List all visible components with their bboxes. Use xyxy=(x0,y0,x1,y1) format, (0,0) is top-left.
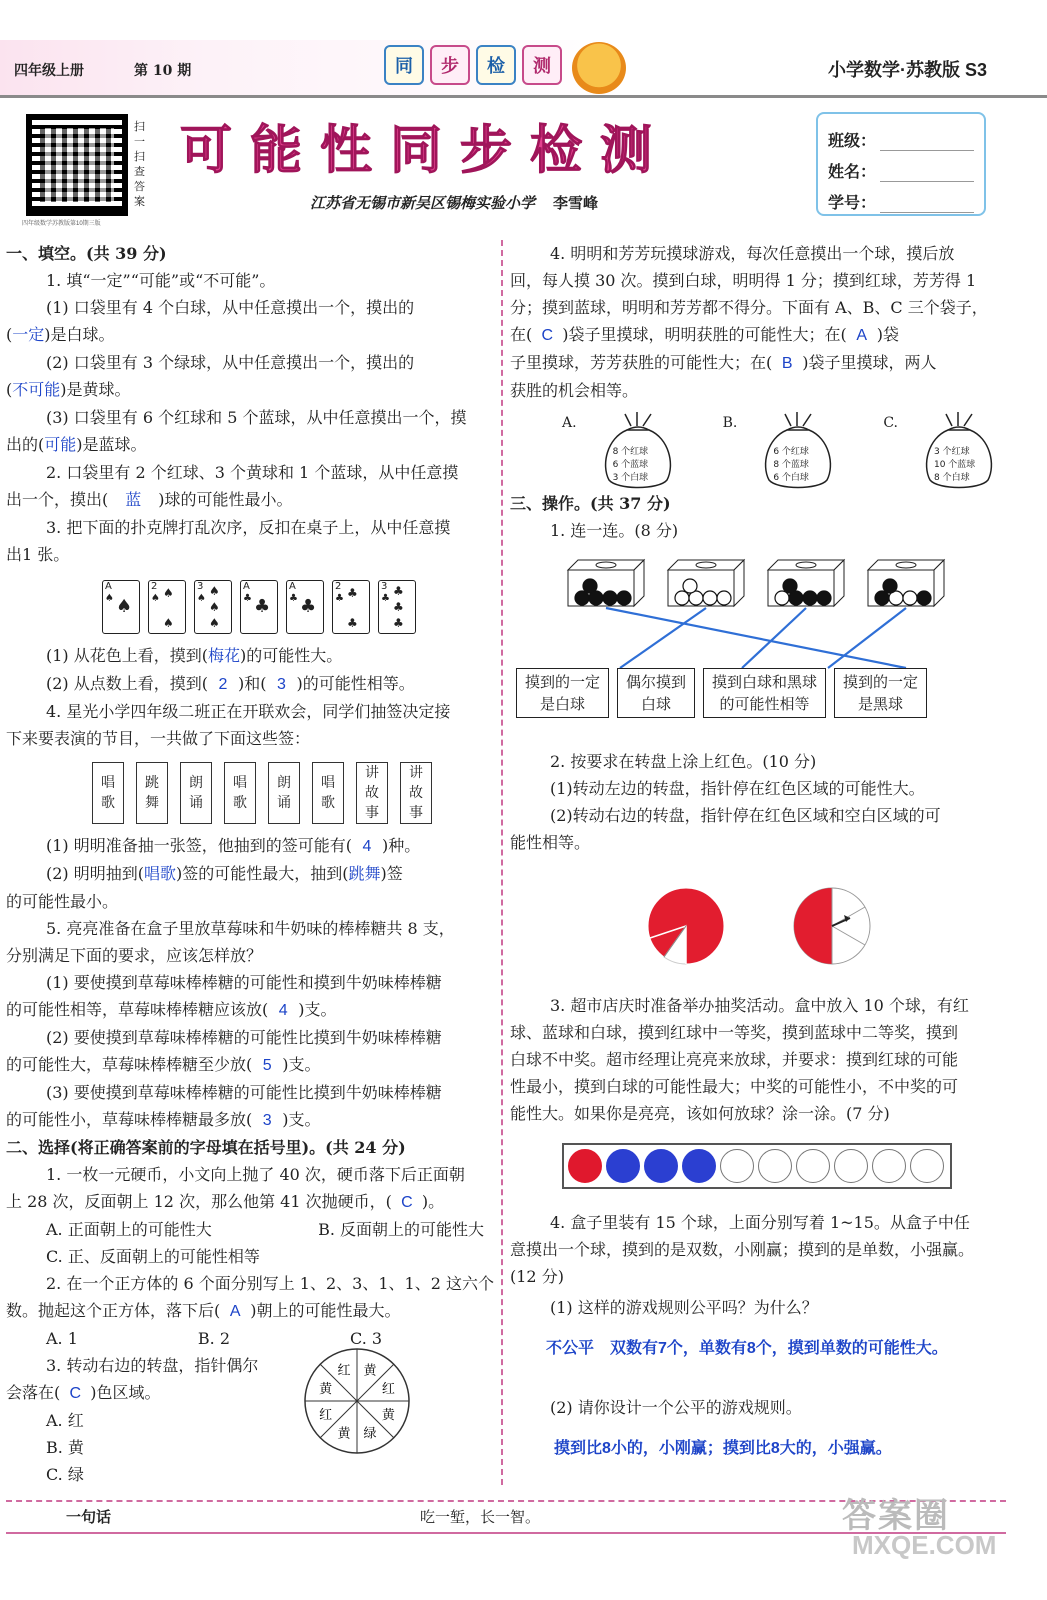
bag-contents: 6 个红球 8 个蓝球 6 个白球 xyxy=(773,447,809,483)
lottery-slip: 讲 故 事 xyxy=(400,762,432,824)
question: 下来要表演的节目，一共做了下面这些签： xyxy=(6,729,311,748)
question-line: 子里摸球，芳芳获胜的可能性大；在( B )袋子里摸球，两人 xyxy=(510,349,998,377)
choice-row xyxy=(6,1216,494,1243)
question: 能性相等。 xyxy=(510,833,591,852)
section-heading: 三、操作。(共 37 分) xyxy=(510,494,671,513)
white-ball xyxy=(717,591,731,605)
spinner-pair xyxy=(510,862,998,992)
left-column xyxy=(6,240,494,1488)
card-suit-pip: ♠ xyxy=(163,586,174,600)
ball-box xyxy=(568,560,644,606)
question: 能性大。如果你是亮亮，该如何放球？涂一涂。(7 分) xyxy=(510,1104,890,1123)
card-suit-pip: ♣ xyxy=(300,596,317,617)
question: 分；摸到蓝球，明明和芳芳都不得分。下面有 A、B、C 三个袋子， xyxy=(510,298,988,317)
black-ball xyxy=(603,591,617,605)
wheel-sector-label: 绿 xyxy=(363,1426,377,1442)
qr-caption: 四年级数学苏教版第10期三版 xyxy=(22,221,101,227)
playing-card xyxy=(378,580,416,634)
bag-label: A. xyxy=(562,415,577,431)
question: (2) 要使摸到草莓味棒棒糖的可能性比摸到牛奶味棒棒糖 xyxy=(46,1028,442,1047)
question: (2) 请你设计一个公平的游戏规则。 xyxy=(550,1398,802,1417)
bag-contents: 3 个红球 10 个蓝球 8 个白球 xyxy=(933,447,976,483)
name-field[interactable]: 姓名： xyxy=(828,151,974,182)
right-column xyxy=(510,240,998,1462)
question: (3) 口袋里有 6 个红球和 5 个蓝球，从中任意摸出一个，摸 xyxy=(46,408,467,427)
playing-card xyxy=(332,580,370,634)
question-line: (2) 明明抽到(唱歌)签的可能性最大，抽到(跳舞)签 xyxy=(6,860,494,888)
page-title: 可能性同步检测 xyxy=(180,121,671,181)
section-heading: 一、填空。(共 39 分) xyxy=(6,244,167,263)
question-line: 在( C )袋子里摸球，明明获胜的可能性大；在( A )袋 xyxy=(510,321,998,349)
answer-text: 摸到比8小的，小刚赢；摸到比8大的，小强赢。 xyxy=(554,1440,892,1457)
section-badges xyxy=(384,45,562,85)
card-suit-pip: ♠ xyxy=(209,600,220,614)
motto-label: 一句话 xyxy=(66,1509,112,1526)
question: (12 分) xyxy=(510,1267,564,1286)
question: (1) 这样的游戏规则公平吗？为什么？ xyxy=(550,1298,818,1317)
bead[interactable] xyxy=(644,1149,678,1183)
question-line: 的可能性相等，草莓味棒棒糖应该放( 4 )支。 xyxy=(6,996,494,1024)
black-ball xyxy=(617,591,631,605)
playing-card xyxy=(148,580,186,634)
playing-card xyxy=(286,580,324,634)
question-line: 数。抛起这个正方体，落下后( A )朝上的可能性最大。 xyxy=(6,1297,494,1325)
lottery-slip: 跳 舞 xyxy=(136,762,168,824)
wheel-sector-label: 红 xyxy=(381,1381,395,1397)
answer: 蓝 xyxy=(125,492,142,509)
question: 出1 张。 xyxy=(6,545,70,564)
bag-option xyxy=(562,410,679,490)
black-ball xyxy=(917,591,931,605)
question-line: 出的(可能)是蓝球。 xyxy=(6,431,494,459)
choice: A. 1 xyxy=(46,1329,78,1348)
watermark-logo: 答案圈 xyxy=(842,1497,950,1535)
match-label: 摸到的一定 是白球 xyxy=(516,668,609,718)
answer: 不可能 xyxy=(12,382,61,399)
card-suit-pip: ♠ xyxy=(209,616,220,630)
card-rank: A ♣ xyxy=(243,581,252,604)
qr-code-icon[interactable] xyxy=(26,114,128,216)
match-labels xyxy=(516,668,927,718)
white-ball xyxy=(775,591,789,605)
wheel-sector-label: 黄 xyxy=(337,1426,351,1442)
bead[interactable] xyxy=(682,1149,716,1183)
answer: A xyxy=(229,1303,241,1320)
choice: B. 黄 xyxy=(46,1438,84,1457)
card-rank: 3 ♠ xyxy=(197,581,206,604)
ball-box xyxy=(668,560,744,606)
watermark-url: MXQE.COM xyxy=(852,1530,997,1560)
answer: A xyxy=(856,327,868,344)
black-ball xyxy=(817,591,831,605)
bead[interactable] xyxy=(796,1149,830,1183)
black-ball xyxy=(783,579,797,593)
lottery-slip: 朗 诵 xyxy=(268,762,300,824)
black-ball xyxy=(803,591,817,605)
black-ball xyxy=(583,579,597,593)
answer: C xyxy=(541,327,554,344)
question: 的可能性最小。 xyxy=(6,892,119,911)
right-spinner xyxy=(794,888,870,964)
white-ball xyxy=(903,591,917,605)
lottery-slip: 唱 歌 xyxy=(224,762,256,824)
ball-box xyxy=(768,560,844,606)
wheel-sector-label: 红 xyxy=(319,1408,333,1424)
card-suit-pip: ♣ xyxy=(393,616,404,630)
bag-icon xyxy=(597,410,679,490)
question: (1) 口袋里有 4 个白球，从中任意摸出一个，摸出的 xyxy=(46,298,415,317)
question-line: 上 28 次，反面朝上 12 次，那么他第 41 次抛硬币，( C )。 xyxy=(6,1188,494,1216)
badge: 同 xyxy=(384,45,424,85)
answer: 5 xyxy=(262,1057,272,1074)
match-line xyxy=(828,608,906,668)
card-suit-pip: ♣ xyxy=(393,584,404,598)
bag-label: C. xyxy=(883,415,898,431)
question: (1)转动左边的转盘，指针停在红色区域的可能性大。 xyxy=(550,779,925,798)
ball-box xyxy=(868,560,944,606)
grade-label: 四年级上册 xyxy=(14,63,84,79)
question: 意摸出一个球，摸到的是双数，小刚赢；摸到的是单数，小强赢。 xyxy=(510,1240,975,1259)
column-divider xyxy=(501,240,503,1485)
choice: C. 3 xyxy=(350,1329,383,1348)
question: (2) 口袋里有 3 个绿球，从中任意摸出一个，摸出的 xyxy=(46,353,415,372)
black-ball xyxy=(883,579,897,593)
black-ball xyxy=(875,591,889,605)
lottery-slip: 唱 歌 xyxy=(312,762,344,824)
choice: A. 红 xyxy=(46,1411,84,1430)
masthead xyxy=(0,40,1047,98)
answer: 一定 xyxy=(12,327,45,344)
question-line: 的可能性大，草莓味棒棒糖至少放( 5 )支。 xyxy=(6,1051,494,1079)
qr-side-text: 扫 一 扫 查 答 案 xyxy=(134,121,145,208)
choice: B. 2 xyxy=(197,1329,231,1348)
card-suit-pip: ♣ xyxy=(347,586,358,600)
question: 1. 连一连。(8 分) xyxy=(550,521,679,540)
left-spinner xyxy=(648,888,724,964)
question-line: (2) 从点数上看，摸到( 2 )和( 3 )的可能性相等。 xyxy=(6,670,494,698)
card-rank: A ♣ xyxy=(289,581,298,604)
question: 球、蓝球和白球，摸到红球中一等奖，摸到蓝球中二等奖，摸到 xyxy=(510,1023,959,1042)
bag-label: B. xyxy=(722,415,738,431)
question-line: 会落在( C )色区域。 xyxy=(6,1379,494,1407)
badge: 测 xyxy=(522,45,562,85)
question-line: (1) 明明准备抽一张签，他抽到的签可能有( 4 )种。 xyxy=(6,832,494,860)
badge: 步 xyxy=(430,45,470,85)
answer: 梅花 xyxy=(208,648,241,665)
question: 4. 星光小学四年级二班正在开联欢会，同学们抽签决定接 xyxy=(46,702,451,721)
issue-number: 第 10 期 xyxy=(134,63,192,79)
spinner-wheel xyxy=(302,1346,412,1456)
card-suit-pip: ♣ xyxy=(347,616,358,630)
badge: 检 xyxy=(476,45,516,85)
question: 1. 一枚一元硬币，小文向上抛了 40 次，硬币落下后正面朝 xyxy=(46,1165,465,1184)
wheel-sector-label: 黄 xyxy=(363,1363,377,1379)
bead[interactable] xyxy=(834,1149,868,1183)
answer: 3 xyxy=(262,1112,272,1129)
playing-card xyxy=(194,580,232,634)
question: 3. 超市店庆时准备举办抽奖活动。盒中放入 10 个球，有红 xyxy=(550,996,969,1015)
match-line xyxy=(620,608,706,668)
question: 5. 亮亮准备在盒子里放草莓味和牛奶味的棒棒糖共 8 支， xyxy=(46,919,455,938)
question-line: (一定)是白球。 xyxy=(6,321,494,349)
matching-exercise xyxy=(510,550,998,760)
choice: A. 正面朝上的可能性大 xyxy=(46,1220,212,1239)
question: 获胜的机会相等。 xyxy=(510,381,639,400)
question-line: (1) 从花色上看，摸到(梅花)的可能性大。 xyxy=(6,642,494,670)
question: 2. 按要求在转盘上涂上红色。(10 分) xyxy=(550,752,817,771)
bag-icon xyxy=(757,410,839,490)
lottery-slip: 唱 歌 xyxy=(92,762,124,824)
white-ball xyxy=(683,579,697,593)
lottery-slips xyxy=(92,762,494,824)
playing-cards xyxy=(102,580,494,634)
id-field[interactable]: 学号： xyxy=(828,182,974,213)
bag-option xyxy=(883,410,1000,490)
card-suit-pip: ♣ xyxy=(254,596,271,617)
bead[interactable] xyxy=(568,1149,602,1183)
ball-boxes xyxy=(510,550,998,670)
question-block xyxy=(6,1352,494,1488)
ball-bags xyxy=(562,410,998,490)
card-suit-pip: ♠ xyxy=(209,584,220,598)
match-label: 摸到的一定 是黑球 xyxy=(834,668,927,718)
lottery-slip: 讲 故 事 xyxy=(356,762,388,824)
answer: 2 xyxy=(218,676,228,693)
question: 1. 填“一定”“可能”或“不可能”。 xyxy=(46,271,276,290)
answer: 4 xyxy=(362,838,372,855)
answer: B xyxy=(781,355,793,372)
question: 回，每人摸 30 次。摸到白球，明明得 1 分；摸到红球，芳芳得 1 xyxy=(510,271,977,290)
author-line: 江苏省无锡市新吴区锡梅实验小学 李雪峰 xyxy=(310,194,599,212)
coloring-spinners xyxy=(510,862,998,992)
bead[interactable] xyxy=(606,1149,640,1183)
answer: 4 xyxy=(278,1002,288,1019)
question: 2. 在一个正方体的 6 个面分别写上 1、2、3、1、1、2 这六个 xyxy=(46,1274,494,1293)
match-label: 偶尔摸到 白球 xyxy=(617,668,695,718)
white-ball xyxy=(703,591,717,605)
question: 2. 口袋里有 2 个红球、3 个黄球和 1 个蓝球，从中任意摸 xyxy=(46,463,459,482)
white-ball xyxy=(675,591,689,605)
question-line: (不可能)是黄球。 xyxy=(6,376,494,404)
question: 白球不中奖。超市经理让亮亮来放球，并要求：摸到红球的可能 xyxy=(510,1050,959,1069)
question: 3. 转动右边的转盘，指针偶尔 xyxy=(46,1356,259,1375)
subject-label: 小学数学·苏教版 S3 xyxy=(827,60,987,80)
match-label: 摸到白球和黑球 的可能性相等 xyxy=(703,668,826,718)
answer: 3 xyxy=(277,676,286,693)
question: 4. 盒子里装有 15 个球，上面分别写着 1~15。从盒子中任 xyxy=(550,1213,970,1232)
bead[interactable] xyxy=(758,1149,792,1183)
question: 分别满足下面的要求，应该怎样放？ xyxy=(6,946,263,965)
playing-card xyxy=(240,580,278,634)
bead[interactable] xyxy=(720,1149,754,1183)
answer: 唱歌 xyxy=(144,866,177,883)
wheel-sector-label: 红 xyxy=(337,1363,351,1379)
choice: C. 绿 xyxy=(46,1465,84,1484)
answer: C xyxy=(401,1194,413,1211)
answer-text: 不公平 双数有7个，单数有8个，摸到单数的可能性大。 xyxy=(546,1340,948,1357)
wheel-sector-label: 黄 xyxy=(381,1408,395,1424)
question: 性最小，摸到白球的可能性最大；中奖的可能性小，不中奖的可 xyxy=(510,1077,959,1096)
match-line xyxy=(606,608,906,668)
card-suit-pip: ♣ xyxy=(393,600,404,614)
answer: 跳舞 xyxy=(348,866,381,883)
answer: 可能 xyxy=(44,437,77,454)
card-rank: 2 ♣ xyxy=(335,581,344,604)
bag-contents: 8 个红球 6 个蓝球 3 个白球 xyxy=(612,447,649,483)
student-info-box xyxy=(816,112,986,216)
question-line: 的可能性小，草莓味棒棒糖最多放( 3 )支。 xyxy=(6,1106,494,1134)
bead-row xyxy=(562,1143,952,1189)
class-field[interactable]: 班级： xyxy=(828,120,974,151)
choice: C. 正、反面朝上的可能性相等 xyxy=(46,1247,260,1266)
card-rank: 3 ♣ xyxy=(381,581,390,604)
card-suit-pip: ♠ xyxy=(116,596,133,617)
bead[interactable] xyxy=(872,1149,906,1183)
wheel-sector-label: 黄 xyxy=(319,1381,333,1397)
section-heading: 二、选择(将正确答案前的字母填在括号里)。(共 24 分) xyxy=(6,1138,406,1157)
card-rank: 2 ♠ xyxy=(151,581,160,604)
question: 4. 明明和芳芳玩摸球游戏，每次任意摸出一个球，摸后放 xyxy=(550,244,955,263)
question: (1) 要使摸到草莓味棒棒糖的可能性和摸到牛奶味棒棒糖 xyxy=(46,973,442,992)
tiger-mascot-icon xyxy=(572,42,626,94)
choice-row xyxy=(6,1325,494,1352)
card-suit-pip: ♠ xyxy=(163,616,174,630)
motto: 吃一堑，长一智。 xyxy=(420,1508,541,1526)
bag-icon xyxy=(918,410,1000,490)
black-ball xyxy=(575,591,589,605)
question-line: 出一个，摸出( 蓝 )球的可能性最小。 xyxy=(6,486,494,514)
card-rank: A ♠ xyxy=(105,581,114,604)
lottery-slip: 朗 诵 xyxy=(180,762,212,824)
choice: B. 反面朝上的可能性大 xyxy=(318,1220,484,1239)
question: 3. 把下面的扑克牌打乱次序，反扣在桌子上，从中任意摸 xyxy=(46,518,451,537)
playing-card xyxy=(102,580,140,634)
answer: C xyxy=(69,1385,82,1402)
bead[interactable] xyxy=(910,1149,944,1183)
bag-option xyxy=(723,410,840,490)
question: (2)转动右边的转盘，指针停在红色区域和空白区域的可 xyxy=(550,806,941,825)
question: (3) 要使摸到草莓味棒棒糖的可能性比摸到牛奶味棒棒糖 xyxy=(46,1083,442,1102)
